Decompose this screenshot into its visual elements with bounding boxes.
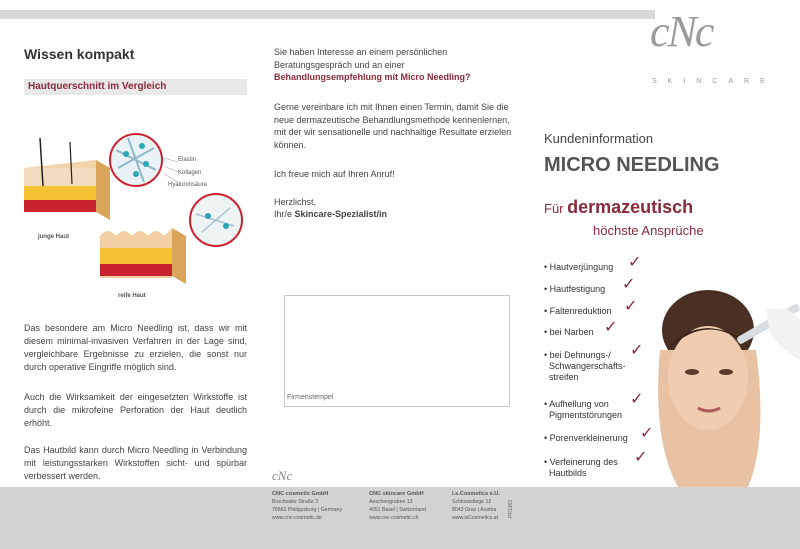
skin-cross-section-illustration xyxy=(18,128,258,303)
benefit-item xyxy=(544,425,654,444)
middle-intro-accent: Behandlungsempfehlung mit Micro Needling? xyxy=(274,72,471,82)
left-paragraph-1: Das besondere am Micro Needling ist, dass wir mit diesem minimal-invasiven Verfahren in der Lage sind, vergleichbare Ergebnisse zu erzielen, die sonst nur durch operative Eingriffe möglich sind. xyxy=(24,323,247,372)
brand-logo: cNc xyxy=(650,7,713,56)
kicker-text: Kundeninformation xyxy=(544,131,654,146)
middle-intro-text: Sie haben Interesse an einem persönlichen Beratungsgespräch und an einer xyxy=(274,47,448,70)
caption-hyaluron: Hyaluronsäure xyxy=(168,182,208,188)
left-paragraph-2: Auch die Wirksamkeit der eingesetzten Wirkstoffe ist durch die mikrofeine Perforation der Haut deutlich erhöht. xyxy=(24,392,247,428)
benefit-text: • Aufhellung von xyxy=(544,399,609,409)
benefit-text: Schwangerschafts- xyxy=(544,361,626,371)
mature-skin-zoom-circle xyxy=(190,194,242,246)
caption-elastin: Elastin xyxy=(178,157,197,163)
benefit-text: Hautbilds xyxy=(544,468,587,478)
benefit-text: • Hautfestigung xyxy=(544,284,606,294)
benefit-item xyxy=(544,391,644,421)
tagline-prefix: Für xyxy=(544,201,568,216)
checkmark-icon: ✓ xyxy=(622,276,636,293)
middle-signature xyxy=(274,208,514,221)
benefit-item xyxy=(544,449,648,479)
benefit-text: Pigmentstörungen xyxy=(544,410,623,420)
middle-greeting: Herzlichst, xyxy=(274,197,317,207)
benefit-text: • bei Narben xyxy=(544,327,594,337)
company-stamp-box xyxy=(284,295,510,407)
checkmark-icon: ✓ xyxy=(624,298,638,315)
checkmark-icon: ✓ xyxy=(640,425,654,442)
left-paragraph-3: Das Hautbild kann durch Micro Needling in Verbindung mit leistungsstarken Wirkstoffen sicht- und spürbar verbessert werden. xyxy=(24,445,247,481)
benefit-item xyxy=(544,342,644,383)
benefit-text: • Verfeinerung des xyxy=(544,457,618,467)
tagline-bold: dermazeutisch xyxy=(567,197,694,217)
checkmark-icon: ✓ xyxy=(634,449,648,466)
caption-kollagen: Kollagen xyxy=(178,170,202,176)
tagline-line-1 xyxy=(544,197,693,218)
checkmark-icon: ✓ xyxy=(628,254,642,271)
benefit-text: • Porenverkleinerung xyxy=(544,433,628,443)
footer-product-code: PR1363 xyxy=(508,499,514,518)
young-skin-zoom-circle xyxy=(110,134,162,186)
caption-mature-skin: reife Haut xyxy=(118,293,146,299)
checkmark-icon: ✓ xyxy=(630,342,644,359)
caption-young-skin: junge Haut xyxy=(38,234,69,240)
footer-company-ch: CNC skincare GmbH Aeschengraben 13 4051 Basel | Switzerland www.cnc-cosmetic.ch xyxy=(369,491,427,521)
benefit-item xyxy=(544,298,638,317)
stamp-label: Firmenstempel xyxy=(287,394,334,401)
middle-intro xyxy=(274,46,514,84)
left-heading: Wissen kompakt xyxy=(24,46,135,62)
footer-company-de: CNC cosmetic GmbH Bruchsaler Straße 3 76661 Philippsburg | Germany www.cnc-cosmetic.de xyxy=(272,491,342,521)
woman-face-photo xyxy=(638,290,800,487)
brochure-title: MICRO NEEDLING xyxy=(544,154,720,176)
signature-role: Skincare-Spezialist/in xyxy=(294,209,388,219)
checkmark-icon: ✓ xyxy=(604,319,618,336)
footer-company-at: i.s.Cosmetics e.U. Schlossstiege 12 8043 Graz | Austria www.isCosmetics.at xyxy=(452,491,500,521)
middle-paragraph-2: Gerne vereinbare ich mit Ihnen einen Termin, damit Sie die neue dermazeutische Behandlungsmethode kennenlernen, mit der wir sensationelle und nachhaltige Resultate erzielen können. xyxy=(274,102,512,150)
benefit-item xyxy=(544,254,642,273)
young-skin-block xyxy=(24,138,110,220)
checkmark-icon: ✓ xyxy=(630,391,644,408)
signature-prefix: Ihr/e xyxy=(274,209,295,219)
benefit-text: • Faltenreduktion xyxy=(544,306,612,316)
benefit-item xyxy=(544,319,618,338)
top-gray-bar xyxy=(0,10,655,19)
footer-logo: cNc xyxy=(272,468,293,483)
tagline-line-2: höchste Ansprüche xyxy=(593,223,704,238)
section-title: Hautquerschnitt im Vergleich xyxy=(28,81,167,92)
benefit-text: • Hautverjüngung xyxy=(544,262,614,272)
benefit-item xyxy=(544,276,636,295)
benefit-text: • bei Dehnungs-/ xyxy=(544,350,611,360)
mature-skin-block xyxy=(100,228,186,284)
benefit-text: streifen xyxy=(544,372,579,382)
brand-subtitle: SKINCARE xyxy=(652,78,776,85)
middle-paragraph-3: Ich freue mich auf Ihren Anruf! xyxy=(274,169,395,179)
